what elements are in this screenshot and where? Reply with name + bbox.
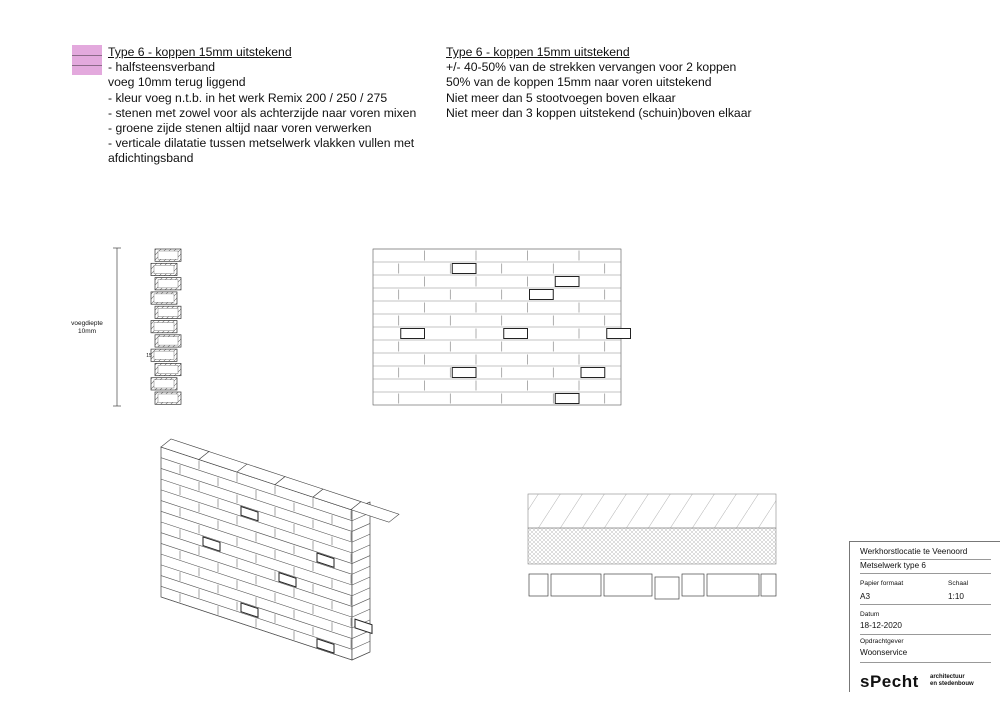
- note-line: - verticale dilatatie tussen metselwerk vlakken vullen met: [108, 136, 415, 151]
- plan-detail: [528, 494, 776, 599]
- section-brick-core: [154, 351, 174, 359]
- drawing-name: Metselwerk type 6: [860, 561, 926, 570]
- protruding-header: [504, 329, 528, 339]
- protruding-header: [581, 368, 605, 378]
- section-brick-core: [154, 294, 174, 302]
- section-dim-label: [64, 320, 110, 336]
- date-value: 18-12-2020: [860, 621, 902, 630]
- plan-brick: [682, 574, 704, 596]
- small-dim-label: 15: [146, 353, 152, 359]
- plan-brick: [707, 574, 759, 596]
- left-notes-title: Type 6 - koppen 15mm uitstekend: [108, 45, 292, 59]
- protruding-header: [401, 329, 425, 339]
- right-notes-title: Type 6 - koppen 15mm uitstekend: [446, 45, 630, 59]
- scale-label: Schaal: [948, 580, 969, 587]
- note-line: - stenen met zowel voor als achterzijde naar voren mixen: [108, 105, 417, 120]
- project-location: Werkhorstlocatie te Veenoord: [860, 547, 968, 556]
- dim-label-line: 10mm: [77, 328, 97, 335]
- plan-brick: [604, 574, 652, 596]
- note-line: - halfsteensverband: [108, 60, 216, 75]
- plan-brick: [761, 574, 776, 596]
- wall-elevation: [373, 249, 631, 405]
- note-line: voeg 10mm terug liggend: [108, 75, 246, 90]
- section-brick-core: [154, 380, 174, 388]
- section-brick-core: [154, 265, 174, 273]
- client-value: Woonservice: [860, 648, 908, 657]
- section-brick-core: [158, 280, 178, 288]
- plan-brick: [551, 574, 601, 596]
- title-block: [849, 541, 1000, 692]
- section-brick-core: [158, 365, 178, 373]
- section-brick-core: [158, 337, 178, 345]
- plan-brick: [529, 574, 548, 596]
- date-label: Datum: [860, 611, 880, 618]
- note-line: - kleur voeg n.t.b. in het werk Remix 200 / 250 / 275: [108, 90, 388, 105]
- note-line: 50% van de koppen 15mm naar voren uitstekend: [446, 75, 712, 90]
- section-brick-core: [158, 251, 178, 259]
- plan-brick: [655, 577, 679, 599]
- wall-section: [151, 249, 181, 404]
- section-brick-core: [154, 323, 174, 331]
- section-dimension: [113, 248, 121, 406]
- protruding-header: [555, 394, 579, 404]
- paper-label: Papier formaat: [860, 580, 904, 587]
- note-line: - groene zijde stenen altijd naar voren verwerken: [108, 121, 372, 136]
- protruding-header: [555, 277, 579, 287]
- dim-label-line: voegdiepte: [71, 320, 103, 327]
- protruding-header: [530, 290, 554, 300]
- logo-subtitle: [930, 674, 974, 688]
- section-brick-core: [158, 308, 178, 316]
- section-brick-core: [158, 394, 178, 402]
- wall-isometric: [161, 439, 399, 660]
- paper-value: A3: [860, 592, 871, 601]
- protruding-header: [452, 368, 476, 378]
- logo-sub-line: architectuur: [930, 674, 965, 680]
- note-line: Niet meer dan 5 stootvoegen boven elkaar: [446, 90, 676, 105]
- specht-logo: sPecht: [860, 672, 919, 691]
- protruding-header: [607, 329, 631, 339]
- logo-sub-line: en stedenbouw: [930, 681, 974, 687]
- note-line: afdichtingsband: [108, 151, 194, 166]
- client-label: Opdrachtgever: [860, 638, 904, 645]
- note-line: Niet meer dan 3 koppen uitstekend (schuin)boven elkaar: [446, 105, 752, 120]
- protruding-header: [452, 264, 476, 274]
- note-line: +/- 40-50% van de strekken vervangen voor 2 koppen: [446, 60, 737, 75]
- scale-value: 1:10: [948, 592, 964, 601]
